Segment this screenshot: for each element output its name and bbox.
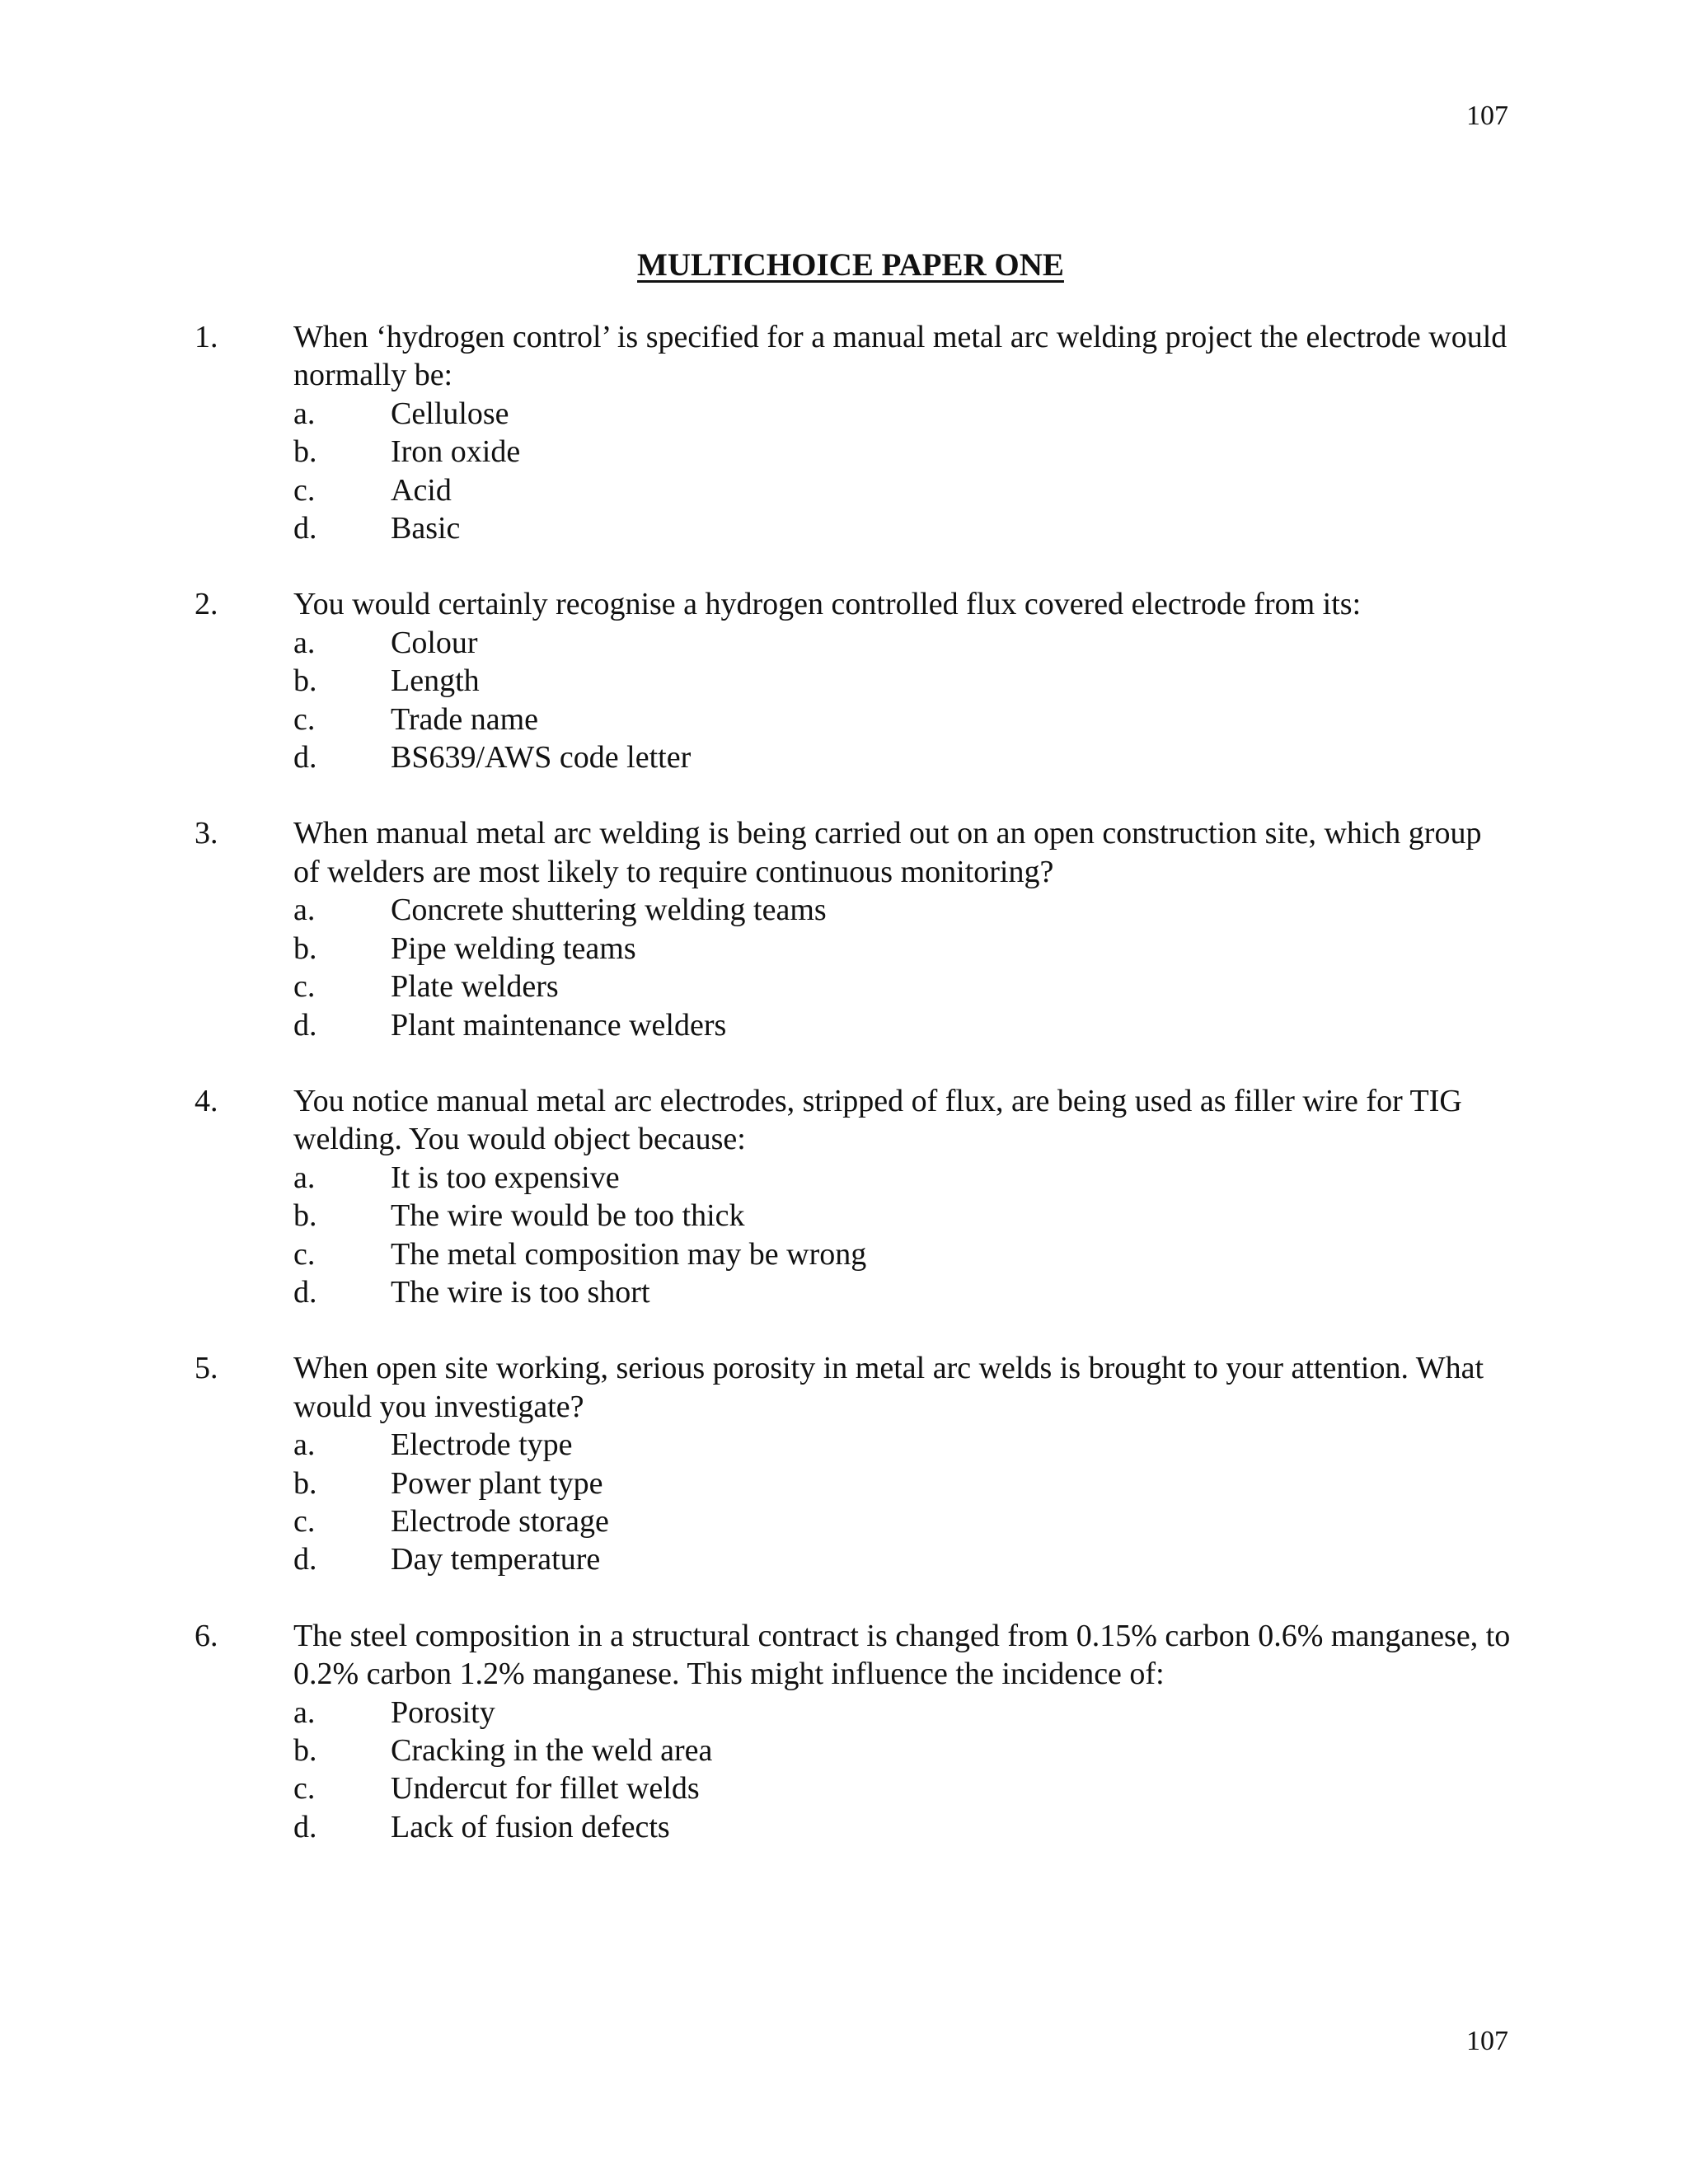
option-letter: b. <box>293 663 317 699</box>
page-number-top: 107 <box>1466 101 1508 131</box>
option-letter: d. <box>293 1007 317 1043</box>
option-c <box>293 1502 1513 1540</box>
question-text: When ‘hydrogen control’ is specified for a manual metal arc welding project the electrode would normally be: <box>293 320 1507 393</box>
option-a <box>293 624 1513 662</box>
option-list <box>293 1426 1513 1579</box>
option-list <box>293 1694 1513 1847</box>
page-title: MULTICHOICE PAPER ONE <box>637 247 1064 283</box>
option-c <box>293 1235 1513 1273</box>
option-text: Basic <box>391 511 461 546</box>
question-list <box>195 318 1513 1884</box>
question-6 <box>195 1617 1513 1846</box>
option-letter: c. <box>293 472 316 508</box>
option-text: Undercut for fillet welds <box>391 1771 700 1807</box>
question-text: You would certainly recognise a hydrogen controlled flux covered electrode from its: <box>293 587 1362 622</box>
question-text: The steel composition in a structural contract is changed from 0.15% carbon 0.6% manganese, to 0.2% carbon 1.2% manganese. This might influence the incidence of: <box>293 1618 1511 1692</box>
option-text: Trade name <box>391 701 539 737</box>
option-b <box>293 1465 1513 1502</box>
option-letter: b. <box>293 434 317 470</box>
option-letter: d. <box>293 1809 317 1844</box>
question-text: When open site working, serious porosity in metal arc welds is brought to your attention. What would you investigate? <box>293 1351 1484 1424</box>
option-text: The metal composition may be wrong <box>391 1236 867 1272</box>
option-text: Porosity <box>391 1694 495 1730</box>
option-text: Power plant type <box>391 1465 603 1501</box>
option-a <box>293 1159 1513 1197</box>
option-text: Electrode type <box>391 1427 573 1463</box>
option-d <box>293 738 1513 776</box>
question-2 <box>195 585 1513 776</box>
option-letter: d. <box>293 1274 317 1310</box>
option-letter: a. <box>293 1694 316 1730</box>
question-number: 3. <box>195 816 218 851</box>
option-letter: b. <box>293 930 317 966</box>
option-a <box>293 891 1513 929</box>
question-5 <box>195 1349 1513 1578</box>
option-list <box>293 1159 1513 1312</box>
option-c <box>293 1769 1513 1807</box>
option-text: It is too expensive <box>391 1160 620 1195</box>
question-text: You notice manual metal arc electrodes, stripped of flux, are being used as filler wire for TIG welding. You would object because: <box>293 1083 1462 1157</box>
option-letter: c. <box>293 969 316 1005</box>
option-d <box>293 1006 1513 1044</box>
page-number-bottom: 107 <box>1466 2026 1508 2056</box>
option-text: Iron oxide <box>391 434 521 470</box>
question-4 <box>195 1082 1513 1311</box>
option-d <box>293 1808 1513 1846</box>
option-letter: a. <box>293 1160 316 1195</box>
question-text: When manual metal arc welding is being carried out on an open construction site, which group of welders are most likely to require continuous monitoring? <box>293 816 1482 889</box>
question-3 <box>195 814 1513 1043</box>
option-letter: b. <box>293 1733 317 1768</box>
option-letter: c. <box>293 1236 316 1272</box>
option-text: Plate welders <box>391 969 559 1005</box>
option-letter: d. <box>293 511 317 546</box>
option-letter: a. <box>293 893 316 928</box>
option-letter: a. <box>293 396 316 431</box>
option-a <box>293 1426 1513 1464</box>
question-number: 5. <box>195 1351 218 1386</box>
option-letter: c. <box>293 1771 316 1807</box>
option-text: Concrete shuttering welding teams <box>391 893 827 928</box>
question-number: 2. <box>195 587 218 622</box>
option-text: Length <box>391 663 480 699</box>
option-text: Electrode storage <box>391 1503 609 1539</box>
option-text: Lack of fusion defects <box>391 1809 670 1844</box>
option-letter: b. <box>293 1198 317 1234</box>
option-b <box>293 930 1513 968</box>
option-text: Plant maintenance welders <box>391 1007 727 1043</box>
option-letter: a. <box>293 1427 316 1463</box>
option-letter: d. <box>293 1542 317 1577</box>
option-letter: d. <box>293 740 317 776</box>
option-text: BS639/AWS code letter <box>391 740 692 776</box>
option-letter: b. <box>293 1465 317 1501</box>
option-c <box>293 968 1513 1005</box>
option-text: Cellulose <box>391 396 509 431</box>
option-text: Cracking in the weld area <box>391 1733 713 1768</box>
question-number: 6. <box>195 1618 218 1653</box>
option-d <box>293 1540 1513 1578</box>
question-1 <box>195 318 1513 547</box>
option-d <box>293 509 1513 547</box>
option-list <box>293 624 1513 777</box>
option-text: The wire would be too thick <box>391 1198 745 1234</box>
option-letter: a. <box>293 625 316 660</box>
option-list <box>293 395 1513 548</box>
option-b <box>293 433 1513 471</box>
option-c <box>293 701 1513 738</box>
option-d <box>293 1273 1513 1311</box>
option-b <box>293 662 1513 700</box>
option-letter: c. <box>293 1503 316 1539</box>
option-text: Day temperature <box>391 1542 601 1577</box>
option-letter: c. <box>293 701 316 737</box>
question-number: 1. <box>195 320 218 354</box>
option-text: Pipe welding teams <box>391 930 636 966</box>
question-number: 4. <box>195 1083 218 1118</box>
option-b <box>293 1197 1513 1235</box>
option-text: Acid <box>391 472 452 508</box>
option-text: Colour <box>391 625 478 660</box>
option-list <box>293 891 1513 1044</box>
option-a <box>293 1694 1513 1732</box>
option-a <box>293 395 1513 433</box>
option-b <box>293 1732 1513 1769</box>
option-c <box>293 471 1513 509</box>
option-text: The wire is too short <box>391 1274 650 1310</box>
